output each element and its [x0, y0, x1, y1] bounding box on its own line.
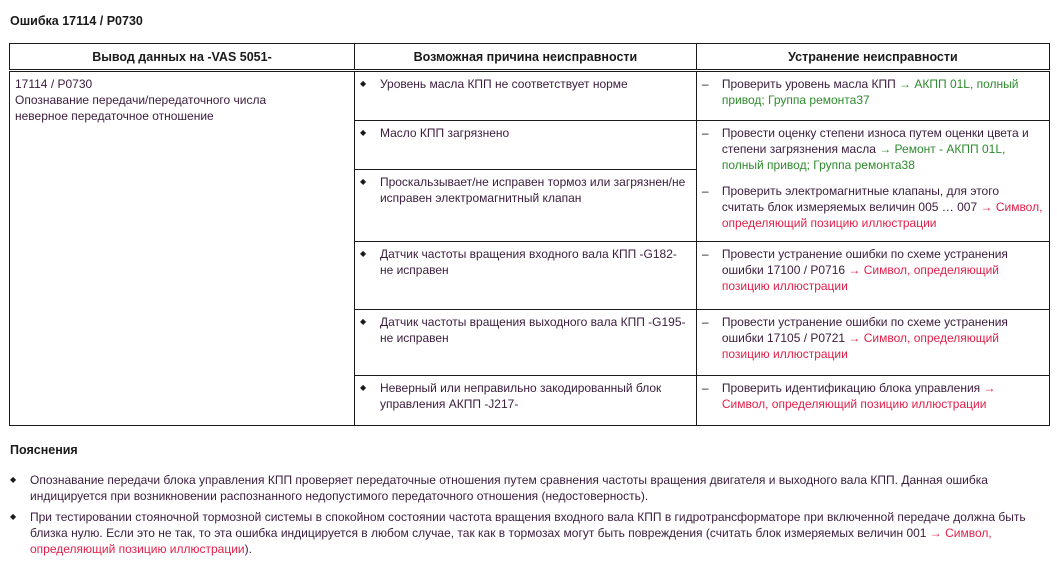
note-text: Опознавание передачи блока управления КПП проверяет передаточные отношения путем сравнения частоты вращения двигателя и выходного вала КПП. Данная ошибка индицируется при возникновении распознанного недопустимого передаточного отношения (недостоверность).: [30, 473, 988, 503]
note-text-end: ).: [244, 542, 252, 556]
remedy-cell: [696, 310, 1049, 376]
cause-text: Датчик частоты вращения выходного вала КПП -G195- не исправен: [379, 315, 686, 345]
cause-cell: [354, 170, 696, 242]
table-row: [10, 71, 1050, 121]
remedy-text: Проверить электромагнитные клапаны, для этого считать блок измеряемых величин 005 … 007: [721, 184, 1000, 214]
remedy-link[interactable]: → Символ, определяющий позицию иллюстрации: [721, 331, 1000, 361]
remedy-text: Провести устранение ошибки по схеме устранения ошибки 17100 / P0716: [721, 247, 1008, 277]
cause-cell: [354, 121, 696, 170]
dash-icon: –: [701, 184, 709, 198]
notes-list: [10, 472, 1040, 562]
remedy-link[interactable]: → Символ, определяющий позицию иллюстрации: [721, 263, 1000, 293]
fault-code: 17114 / P0730: [15, 77, 93, 91]
dash-icon: –: [701, 381, 709, 395]
remedy-text: Провести оценку степени износа путем оценки цвета и степени загрязнения масла: [721, 126, 1029, 156]
bullet-icon: ◆: [359, 128, 367, 137]
note-item: [10, 509, 1040, 557]
bullet-icon: ◆: [359, 249, 367, 258]
header-vas-output: Вывод данных на -VAS 5051-: [10, 44, 355, 71]
cause-text: Уровень масла КПП не соответствует норме: [379, 77, 628, 91]
cause-text: Проскальзывает/не исправен тормоз или загрязнен/не исправен электромагнитный клапан: [379, 175, 686, 205]
remedy-cell: [696, 242, 1049, 310]
remedy-link[interactable]: → Символ, определяющий позицию иллюстрации: [721, 200, 1043, 230]
cause-text: Неверный или неправильно закодированный блок управления АКПП -J217-: [379, 381, 662, 411]
dash-icon: –: [701, 315, 709, 329]
bullet-icon: ◆: [10, 512, 17, 521]
remedy-link[interactable]: → АКПП 01L, полный привод; Группа ремонта37: [721, 77, 1019, 107]
remedy-cell: [696, 376, 1049, 426]
bullet-icon: ◆: [359, 383, 367, 392]
notes-heading: Пояснения: [10, 443, 78, 457]
dash-icon: –: [701, 126, 709, 140]
note-link[interactable]: → Символ, определяющий позицию иллюстрации: [30, 526, 992, 556]
note-item: [10, 472, 1040, 504]
vas-output-cell: [10, 71, 355, 426]
remedy-link[interactable]: → Символ, определяющий позицию иллюстрации: [721, 381, 996, 411]
remedy-text: Провести устранение ошибки по схеме устранения ошибки 17105 / P0721: [721, 315, 1008, 345]
cause-cell: [354, 242, 696, 310]
fault-table: [9, 43, 1050, 426]
page-title: Ошибка 17114 / P0730: [10, 14, 143, 28]
bullet-icon: ◆: [359, 317, 367, 326]
remedy-cell: [696, 71, 1049, 121]
table-header-row: [10, 44, 1050, 71]
fault-desc-1: Опознавание передачи/передаточного числа: [15, 93, 267, 107]
cause-text: Масло КПП загрязнено: [379, 126, 510, 140]
remedy-cell: [696, 121, 1049, 242]
remedy-text: Проверить идентификацию блока управления: [721, 381, 984, 395]
dash-icon: –: [701, 247, 709, 261]
remedy-link[interactable]: → Ремонт - АКПП 01L, полный привод; Группа ремонта38: [721, 142, 1006, 172]
header-possible-cause: Возможная причина неисправности: [354, 44, 696, 71]
note-text: При тестировании стояночной тормозной системы в спокойном состоянии частота вращения входного вала КПП в гидротрансформаторе при включенной передаче должна быть близка нулю. Если это не так, то эта ошибка индицируется в любом случае, так как в тормозах могут быть повреждения (считать блок измеряемых величин 001: [30, 510, 1026, 540]
bullet-icon: ◆: [359, 79, 367, 88]
cause-cell: [354, 310, 696, 376]
cause-cell: [354, 71, 696, 121]
remedy-text: Проверить уровень масла КПП: [721, 77, 900, 91]
bullet-icon: ◆: [359, 177, 367, 186]
dash-icon: –: [701, 77, 709, 91]
bullet-icon: ◆: [10, 475, 17, 484]
cause-text: Датчик частоты вращения входного вала КПП -G182- не исправен: [379, 247, 677, 277]
fault-desc-2: неверное передаточное отношение: [15, 109, 214, 123]
cause-cell: [354, 376, 696, 426]
header-remedy: Устранение неисправности: [696, 44, 1049, 71]
